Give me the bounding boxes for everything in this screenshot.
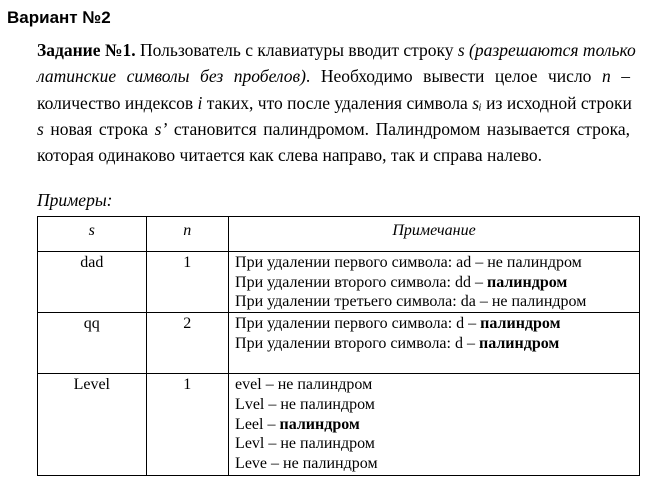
note-line <box>229 253 639 273</box>
task-italic-text: (разрешаются только <box>464 40 636 60</box>
task-text: – <box>610 66 631 87</box>
note-line <box>229 334 639 354</box>
note-text: При удалении третьего символа: da – не палиндром <box>235 293 587 311</box>
note-text: Leel – <box>235 415 280 433</box>
note-bold: палиндром <box>480 315 561 333</box>
note-text: evel – не палиндром <box>235 376 373 394</box>
task-italic-text: латинские символы без пробелов) <box>37 66 306 87</box>
cell-n: 1 <box>146 374 229 476</box>
header-note: Примечание <box>229 217 640 252</box>
task-line-5: которая одинаково читается как слева направо, так и справа налево. <box>37 145 543 166</box>
task-line-3 <box>37 90 630 116</box>
note-text: Leve – не палиндром <box>235 454 378 472</box>
var-si: sᵢ <box>472 92 482 113</box>
note-line <box>229 375 639 395</box>
note-line <box>229 314 639 334</box>
note-text: При удалении первого символа: d – <box>235 315 481 333</box>
note-line <box>229 273 639 293</box>
table-row <box>38 252 640 313</box>
table-row <box>38 374 640 476</box>
cell-s: qq <box>38 313 147 374</box>
note-line <box>229 292 639 312</box>
table-header-row <box>38 217 640 252</box>
cell-s: Level <box>38 374 147 476</box>
cell-n: 1 <box>146 252 229 313</box>
variant-title: Вариант №2 <box>7 8 111 27</box>
task-text: Пользователь с клавиатуры вводит строку <box>135 40 458 60</box>
examples-table <box>37 216 640 476</box>
task-text: количество индексов <box>37 92 198 113</box>
note-text: При удалении второго символа: d – <box>235 334 479 352</box>
task-line-2 <box>37 63 630 89</box>
task-description <box>37 37 636 168</box>
note-text: Lvel – не палиндром <box>235 395 375 413</box>
task-text: . Необходимо вывести целое число <box>305 66 602 87</box>
var-n: n <box>601 66 611 87</box>
cell-n: 2 <box>146 313 229 374</box>
note-bold: палиндром <box>478 334 560 352</box>
task-text: таких, что после удаления символа <box>202 92 473 113</box>
task-text: из исходной строки <box>481 92 632 113</box>
task-text: становится палиндромом. Палиндромом называется строка, <box>167 118 630 139</box>
task-line-4 <box>37 116 630 142</box>
examples-label: Примеры: <box>37 190 113 210</box>
cell-s: dad <box>38 252 147 313</box>
var-i: i <box>197 92 203 113</box>
note-bold: палиндром <box>486 273 568 291</box>
note-line <box>229 434 639 454</box>
note-text: Levl – не палиндром <box>235 435 375 453</box>
var-s: s <box>37 118 44 139</box>
var-s-prime: s’ <box>154 118 168 139</box>
header-s: s <box>38 217 147 252</box>
cell-note <box>229 313 640 374</box>
note-text: При удалении первого символа: ad – не палиндром <box>235 254 582 271</box>
note-line <box>229 415 639 435</box>
note-line <box>229 454 639 474</box>
task-text: новая строка <box>43 118 155 139</box>
cell-note <box>229 374 640 476</box>
task-line-1 <box>37 37 636 63</box>
var-s: s <box>457 40 465 60</box>
header-n: n <box>146 217 229 252</box>
note-line <box>229 395 639 415</box>
task-label: Задание №1. <box>37 40 136 60</box>
cell-note <box>229 252 640 313</box>
table-row <box>38 313 640 374</box>
note-bold: палиндром <box>279 415 360 433</box>
note-text: При удалении второго символа: dd – <box>235 273 487 291</box>
